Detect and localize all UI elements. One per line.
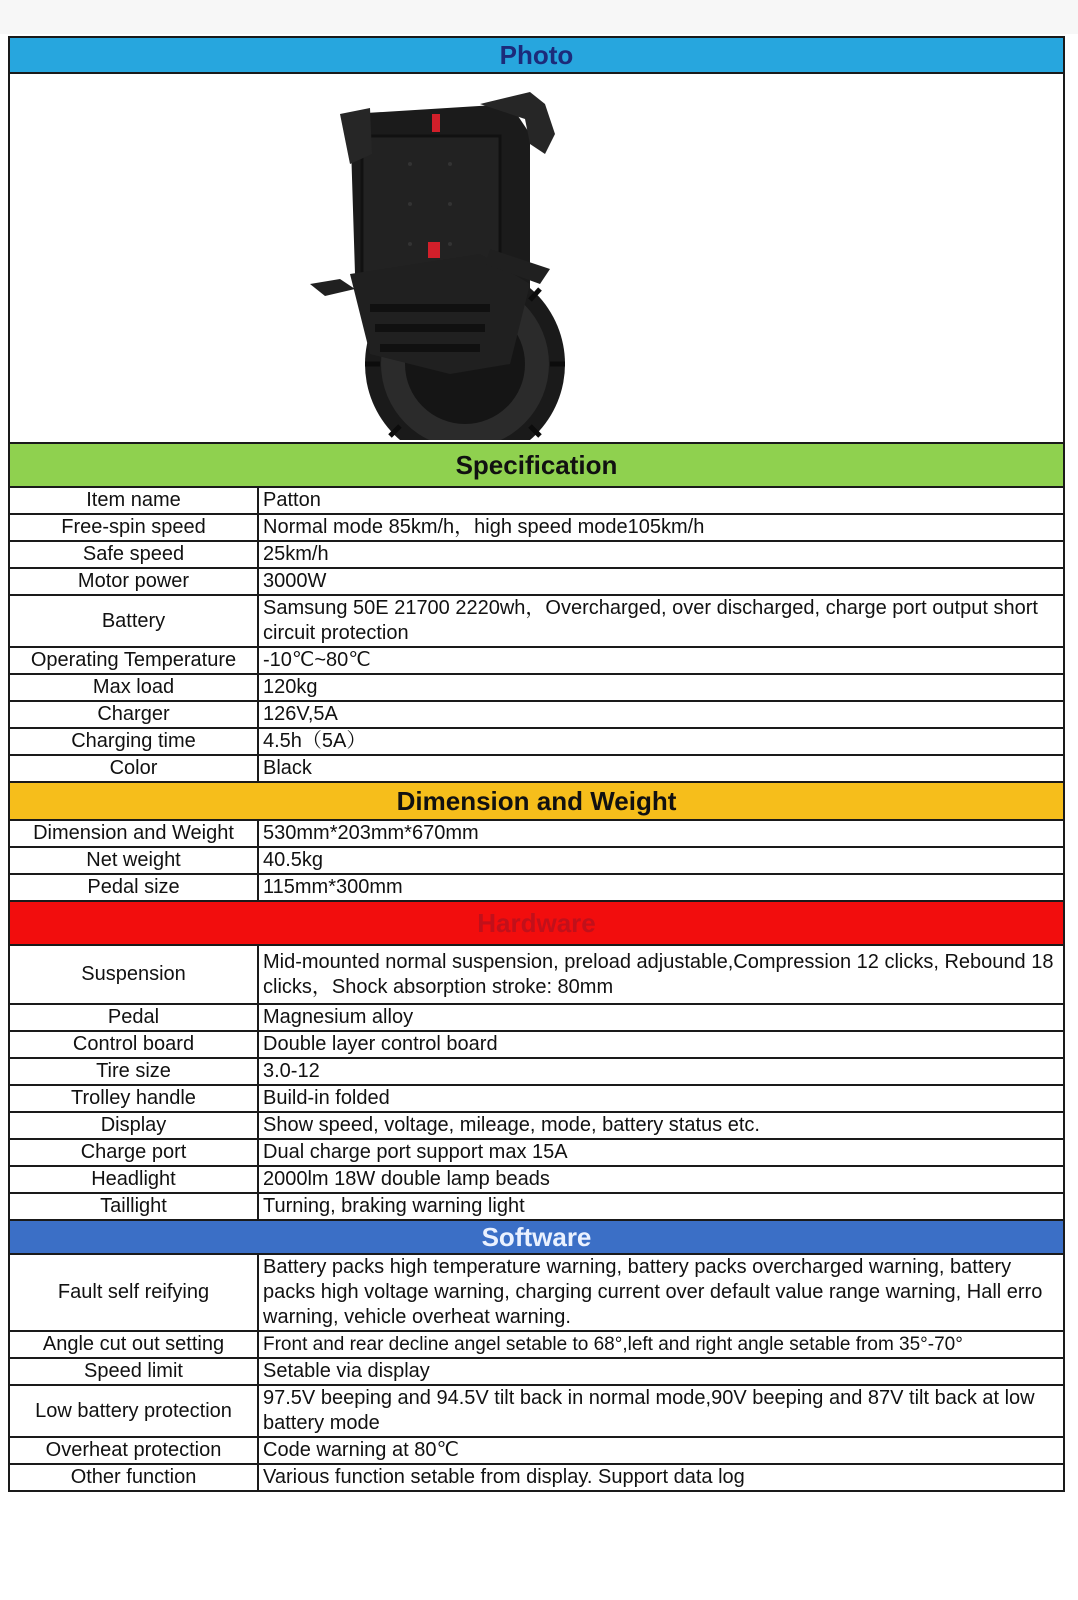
row-label: Speed limit [10,1358,258,1385]
hardware-header: Hardware [10,900,1063,946]
row-label: Charging time [10,728,258,755]
row-value: Setable via display [258,1358,1063,1385]
row-label: Display [10,1112,258,1139]
table-row [10,488,1063,514]
row-label: Item name [10,488,258,514]
row-value: Turning, braking warning light [263,1195,525,1217]
row-label: Angle cut out setting [10,1331,258,1358]
row-label: Motor power [10,568,258,595]
top-strip [0,0,1078,34]
table-row [10,1255,1063,1331]
table-row [10,647,1063,674]
row-label: Fault self reifying [10,1255,258,1331]
row-value: Samsung 50E 21700 2220wh，Overcharged, over discharged, charge port output short circuit protection [258,595,1063,647]
table-row [10,1437,1063,1464]
row-value: 3000W [258,568,1063,595]
photo-header: Photo [10,38,1063,74]
row-value: 4.5h（5A） [258,728,1063,755]
row-value: 2000lm 18W double lamp beads [258,1166,1063,1193]
row-value: Code warning at 80℃ [258,1437,1063,1464]
specification-table [10,488,1063,781]
table-row [10,946,1063,1004]
row-value: 120kg [258,674,1063,701]
row-label: Operating Temperature [10,647,258,674]
row-label: Pedal [10,1004,258,1031]
row-label: Max load [10,674,258,701]
table-row [10,595,1063,647]
row-label: Battery [10,595,258,647]
dimension-header: Dimension and Weight [10,781,1063,821]
row-value: Normal mode 85km/h，high speed mode105km/h [258,514,1063,541]
spec-sheet [8,36,1065,1492]
row-label: Control board [10,1031,258,1058]
table-row [10,568,1063,595]
software-header: Software [10,1219,1063,1255]
row-value: Build-in folded [258,1085,1063,1112]
table-row [10,1385,1063,1437]
table-row [10,701,1063,728]
dimension-table [10,821,1063,900]
table-row [10,1331,1063,1358]
table-row [10,874,1063,900]
row-value: Mid-mounted normal suspension, preload adjustable,Compression 12 clicks, Rebound 18 clicks，Shock absorption stroke: 80mm [258,946,1063,1004]
row-value: Magnesium alloy [258,1004,1063,1031]
row-value: 40.5kg [258,847,1063,874]
table-row [10,1112,1063,1139]
unicycle-image [10,74,1063,440]
row-value: Double layer control board [258,1031,1063,1058]
table-row [10,541,1063,568]
row-value: 3.0-12 [258,1058,1063,1085]
table-row [10,1193,1063,1219]
table-row [10,1004,1063,1031]
table-row [10,1085,1063,1112]
table-row [10,1166,1063,1193]
hardware-table [10,946,1063,1219]
row-value: Various function setable from display. Support data log [263,1466,745,1488]
row-label: Charge port [10,1139,258,1166]
row-value: 115mm*300mm [263,876,403,898]
table-row [10,755,1063,781]
table-row [10,674,1063,701]
row-label: Dimension and Weight [10,821,258,847]
row-value: 25km/h [258,541,1063,568]
row-value: Show speed, voltage, mileage, mode, battery status etc. [258,1112,1063,1139]
row-label: Pedal size [10,874,258,900]
row-label: Low battery protection [10,1385,258,1437]
row-label: Headlight [10,1166,258,1193]
specification-header: Specification [10,444,1063,488]
row-label: Charger [10,701,258,728]
table-row [10,1464,1063,1490]
row-label: Free-spin speed [10,514,258,541]
row-value: Battery packs high temperature warning, battery packs overcharged warning, battery packs high voltage warning, charging current over default value range warning, Hall erro warning, vehicle overheat warning. [258,1255,1063,1331]
table-row [10,821,1063,847]
table-row [10,1358,1063,1385]
table-row [10,1058,1063,1085]
table-row [10,847,1063,874]
row-value: Patton [258,488,1063,514]
table-row [10,728,1063,755]
row-label: Overheat protection [10,1437,258,1464]
row-value: Dual charge port support max 15A [258,1139,1063,1166]
row-value: 126V,5A [258,701,1063,728]
table-row [10,1031,1063,1058]
row-label: Trolley handle [10,1085,258,1112]
row-value: -10℃~80℃ [258,647,1063,674]
software-table [10,1255,1063,1490]
row-value: 97.5V beeping and 94.5V tilt back in normal mode,90V beeping and 87V tilt back at low battery mode [258,1385,1063,1437]
table-row [10,514,1063,541]
row-value: Front and rear decline angel setable to 68°,left and right angle setable from 35°-70° [258,1331,1063,1358]
row-label: Tire size [10,1058,258,1085]
row-label: Color [10,755,258,781]
row-label: Net weight [10,847,258,874]
row-value: 530mm*203mm*670mm [258,821,1063,847]
row-label: Suspension [10,946,258,1004]
row-label: Safe speed [10,541,258,568]
row-value: Black [263,757,312,779]
row-label: Other function [10,1464,258,1490]
row-label: Taillight [10,1193,258,1219]
table-row [10,1139,1063,1166]
product-photo [10,74,1063,444]
